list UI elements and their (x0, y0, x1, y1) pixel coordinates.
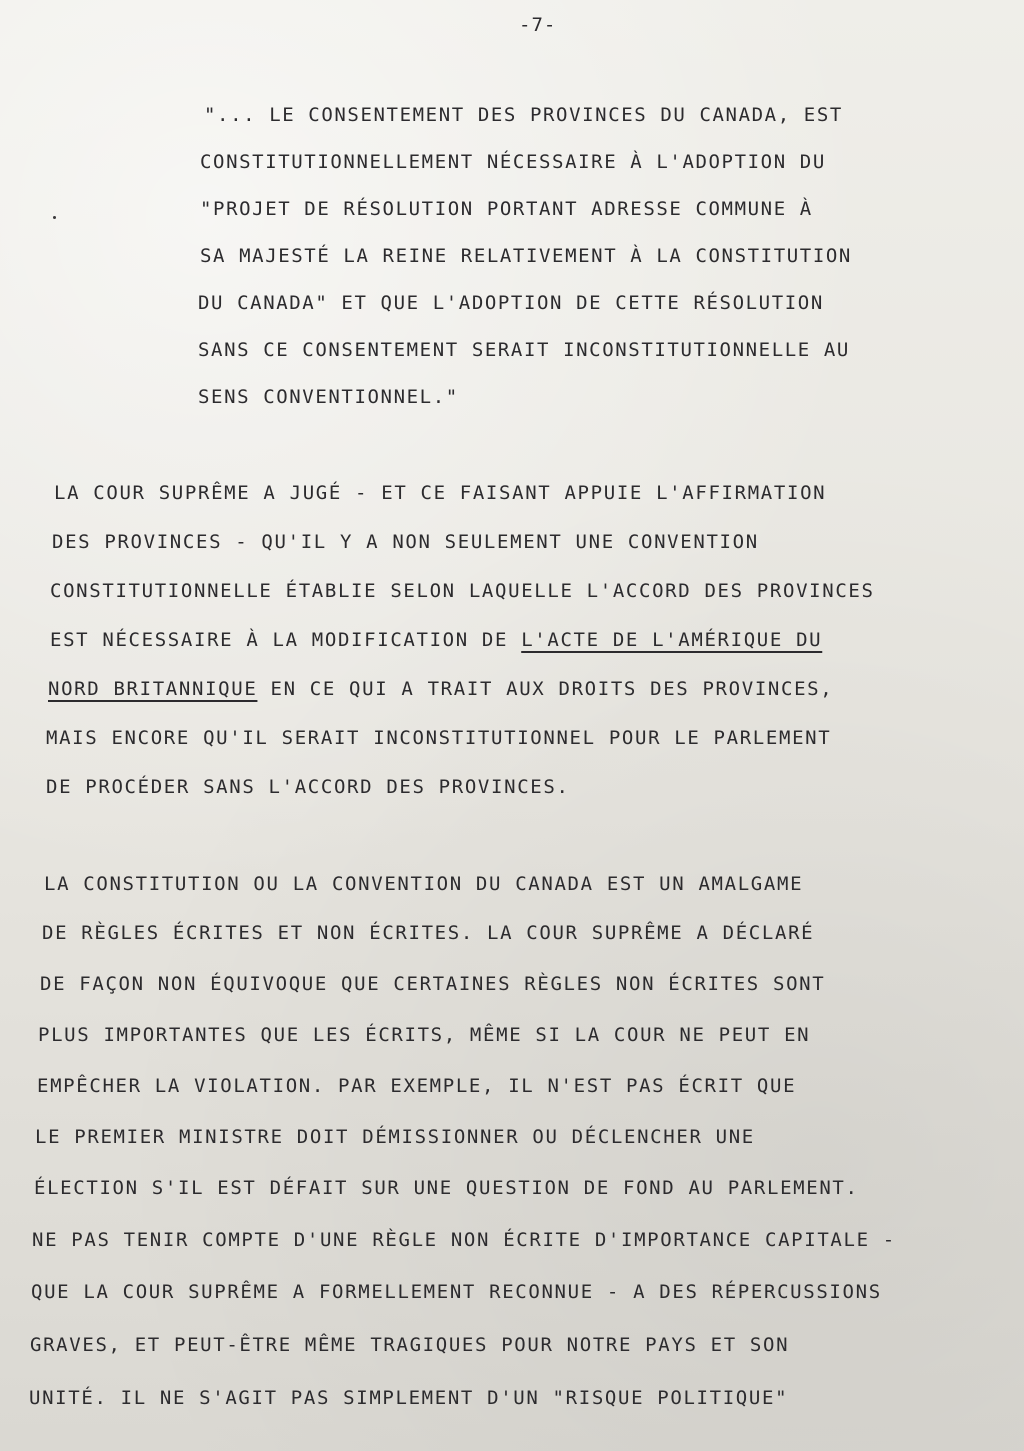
quote-line: "PROJET DE RÉSOLUTION PORTANT ADRESSE COMMUNE À (200, 198, 813, 220)
quote-line: CONSTITUTIONNELLEMENT NÉCESSAIRE À L'ADOPTION DU (200, 151, 826, 173)
paragraph-line: QUE LA COUR SUPRÊME A FORMELLEMENT RECONNUE - A DES RÉPERCUSSIONS (31, 1281, 882, 1303)
quote-line: "... LE CONSENTEMENT DES PROVINCES DU CANADA, EST (204, 104, 843, 126)
paragraph-line (50, 629, 822, 651)
paragraph-line: LE PREMIER MINISTRE DOIT DÉMISSIONNER OU DÉCLENCHER UNE (35, 1126, 755, 1148)
paragraph-line: EMPÊCHER LA VIOLATION. PAR EXEMPLE, IL N'EST PAS ÉCRIT QUE (37, 1075, 797, 1097)
paragraph-line: GRAVES, ET PEUT-ÊTRE MÊME TRAGIQUES POUR NOTRE PAYS ET SON (30, 1334, 790, 1356)
paragraph-line: DE FAÇON NON ÉQUIVOQUE QUE CERTAINES RÈGLES NON ÉCRITES SONT (40, 973, 826, 995)
page-number: -7- (519, 14, 557, 36)
paragraph-line: UNITÉ. IL NE S'AGIT PAS SIMPLEMENT D'UN "RISQUE POLITIQUE" (29, 1387, 789, 1409)
paragraph-line: LA COUR SUPRÊME A JUGÉ - ET CE FAISANT APPUIE L'AFFIRMATION (54, 482, 827, 504)
paragraph-line: ÉLECTION S'IL EST DÉFAIT SUR UNE QUESTION DE FOND AU PARLEMENT. (34, 1177, 859, 1199)
stray-dot (53, 216, 56, 219)
quote-line: SANS CE CONSENTEMENT SERAIT INCONSTITUTIONNELLE AU (198, 339, 850, 361)
paragraph-line (48, 678, 833, 700)
paragraph-line: MAIS ENCORE QU'IL SERAIT INCONSTITUTIONNEL POUR LE PARLEMENT (46, 727, 832, 749)
quote-line: SENS CONVENTIONNEL." (198, 386, 459, 408)
quote-line: DU CANADA" ET QUE L'ADOPTION DE CETTE RÉSOLUTION (198, 292, 824, 314)
paragraph-line: LA CONSTITUTION OU LA CONVENTION DU CANADA EST UN AMALGAME (44, 873, 804, 895)
line-text: EN CE QUI A TRAIT AUX DROITS DES PROVINCES, (257, 678, 834, 700)
line-text: EST NÉCESSAIRE À LA MODIFICATION DE (50, 629, 522, 651)
quote-line: SA MAJESTÉ LA REINE RELATIVEMENT À LA CONSTITUTION (200, 245, 852, 267)
paragraph-line: DES PROVINCES - QU'IL Y A NON SEULEMENT UNE CONVENTION (52, 531, 759, 553)
act-title-part-1: L'ACTE DE L'AMÉRIQUE DU (521, 629, 823, 651)
paragraph-line: PLUS IMPORTANTES QUE LES ÉCRITS, MÊME SI LA COUR NE PEUT EN (38, 1024, 811, 1046)
paragraph-line: DE PROCÉDER SANS L'ACCORD DES PROVINCES. (46, 776, 570, 798)
act-title-part-2: NORD BRITANNIQUE (48, 678, 258, 700)
paragraph-line: NE PAS TENIR COMPTE D'UNE RÈGLE NON ÉCRITE D'IMPORTANCE CAPITALE - (32, 1229, 896, 1251)
paragraph-line: DE RÈGLES ÉCRITES ET NON ÉCRITES. LA COUR SUPRÊME A DÉCLARÉ (42, 922, 815, 944)
paragraph-line: CONSTITUTIONNELLE ÉTABLIE SELON LAQUELLE L'ACCORD DES PROVINCES (50, 580, 875, 602)
